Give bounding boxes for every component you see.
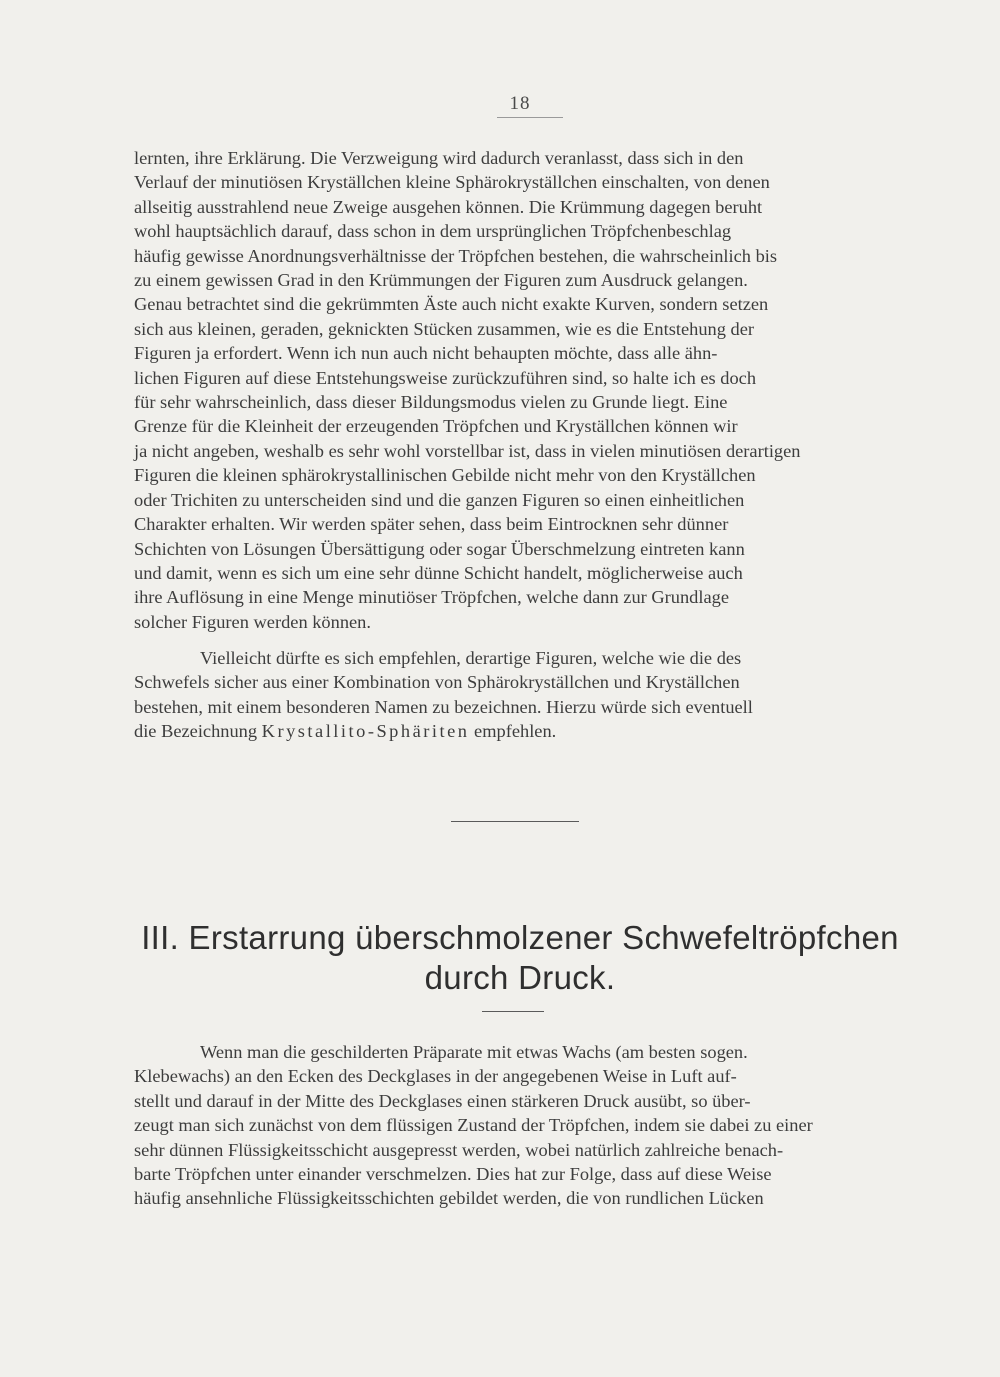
text-line: Grenze für die Kleinheit der erzeugenden Tröpfchen und Kryställchen können wir — [134, 416, 738, 437]
text-run: empfehlen. — [469, 721, 557, 742]
text-line: ja nicht angeben, weshalb es sehr wohl vorstellbar ist, dass in vielen minutiösen derartigen — [134, 440, 801, 461]
text-line-last — [134, 719, 906, 743]
section-divider-rule — [451, 821, 579, 822]
text-line: Genau betrachtet sind die gekrümmten Äste auch nicht exakte Kurven, sondern setzen — [134, 294, 769, 315]
text-line: lichen Figuren auf diese Entstehungsweise zurückzuführen sind, so halte ich es doch — [134, 367, 757, 388]
text-run: die Bezeichnung — [134, 721, 262, 742]
text-line: Vielleicht dürfte es sich empfehlen, derartige Figuren, welche wie die des — [200, 648, 742, 668]
text-line: häufig gewisse Anordnungsverhältnisse der Tröpfchen bestehen, die wahrscheinlich bis — [134, 245, 778, 266]
text-line: Schwefels sicher aus einer Kombination von Sphärokryställchen und Kryställchen — [134, 672, 740, 693]
paragraph-2 — [134, 646, 906, 744]
text-line: Figuren ja erfordert. Wenn ich nun auch nicht behaupten möchte, dass alle ähn- — [134, 343, 718, 364]
text-line: und damit, wenn es sich um eine sehr dünne Schicht handelt, möglicherweise auch — [134, 562, 743, 583]
text-line: sehr dünnen Flüssigkeitsschicht ausgepresst werden, wobei natürlich zahlreiche benach- — [134, 1139, 784, 1160]
page-number-rule — [497, 117, 563, 118]
text-line: stellt und darauf in der Mitte des Deckglases einen stärkeren Druck ausübt, so über- — [134, 1090, 751, 1111]
text-line: Charakter erhalten. Wir werden später sehen, dass beim Eintrocknen sehr dünner — [134, 514, 729, 535]
text-line: bestehen, mit einem besonderen Namen zu bezeichnen. Hierzu würde sich eventuell — [134, 696, 753, 717]
text-line: solcher Figuren werden können. — [134, 611, 371, 632]
text-line: Klebewachs) an den Ecken des Deckglases in der angegebenen Weise in Luft auf- — [134, 1066, 737, 1087]
text-line: Verlauf der minutiösen Kryställchen kleine Sphärokryställchen einschalten, von denen — [134, 172, 770, 193]
text-line: lernten, ihre Erklärung. Die Verzweigung wird dadurch veranlasst, dass sich in den — [134, 148, 744, 168]
text-line: sich aus kleinen, geraden, geknickten Stücken zusammen, wie es die Entstehung der — [134, 318, 754, 339]
heading-underline-rule — [482, 1011, 544, 1012]
section-heading — [100, 918, 940, 998]
text-line: ihre Auflösung in eine Menge minutiöser Tröpfchen, welche dann zur Grundlage — [134, 587, 730, 608]
section-heading-line: durch Druck. — [424, 959, 616, 996]
page-number: 18 — [509, 93, 531, 114]
section-heading-line: III. Erstarrung überschmolzener Schwefeltröpfchen — [141, 919, 899, 956]
text-line: Schichten von Lösungen Übersättigung oder sogar Überschmelzung eintreten kann — [134, 538, 745, 559]
text-line: häufig ansehnliche Flüssigkeitsschichten gebildet werden, die von rundlichen Lücken — [134, 1188, 764, 1209]
text-line: Wenn man die geschilderten Präparate mit etwas Wachs (am besten sogen. — [200, 1042, 748, 1062]
text-line: oder Trichiten zu unterscheiden sind und die ganzen Figuren so einen einheitlichen — [134, 489, 745, 510]
text-line: zu einem gewissen Grad in den Krümmungen der Figuren zum Ausdruck gelangen. — [134, 270, 748, 291]
text-line: barte Tröpfchen unter einander verschmelzen. Dies hat zur Folge, dass auf diese Weise — [134, 1164, 772, 1185]
text-line: allseitig ausstrahlend neue Zweige ausgehen können. Die Krümmung dagegen beruht — [134, 196, 763, 217]
text-line: wohl hauptsächlich darauf, dass schon in dem ursprünglichen Tröpfchenbeschlag — [134, 221, 732, 242]
paragraph-3 — [134, 1040, 906, 1211]
paragraph-1 — [134, 146, 906, 634]
emphasized-term: Krystallito-Sphäriten — [261, 721, 470, 742]
text-line: für sehr wahrscheinlich, dass dieser Bildungsmodus vielen zu Grunde liegt. Eine — [134, 392, 728, 413]
text-line: zeugt man sich zunächst von dem flüssigen Zustand der Tröpfchen, indem sie dabei zu einer — [134, 1115, 813, 1136]
text-line: Figuren die kleinen sphärokrystallinischen Gebilde nicht mehr von den Kryställchen — [134, 465, 756, 486]
